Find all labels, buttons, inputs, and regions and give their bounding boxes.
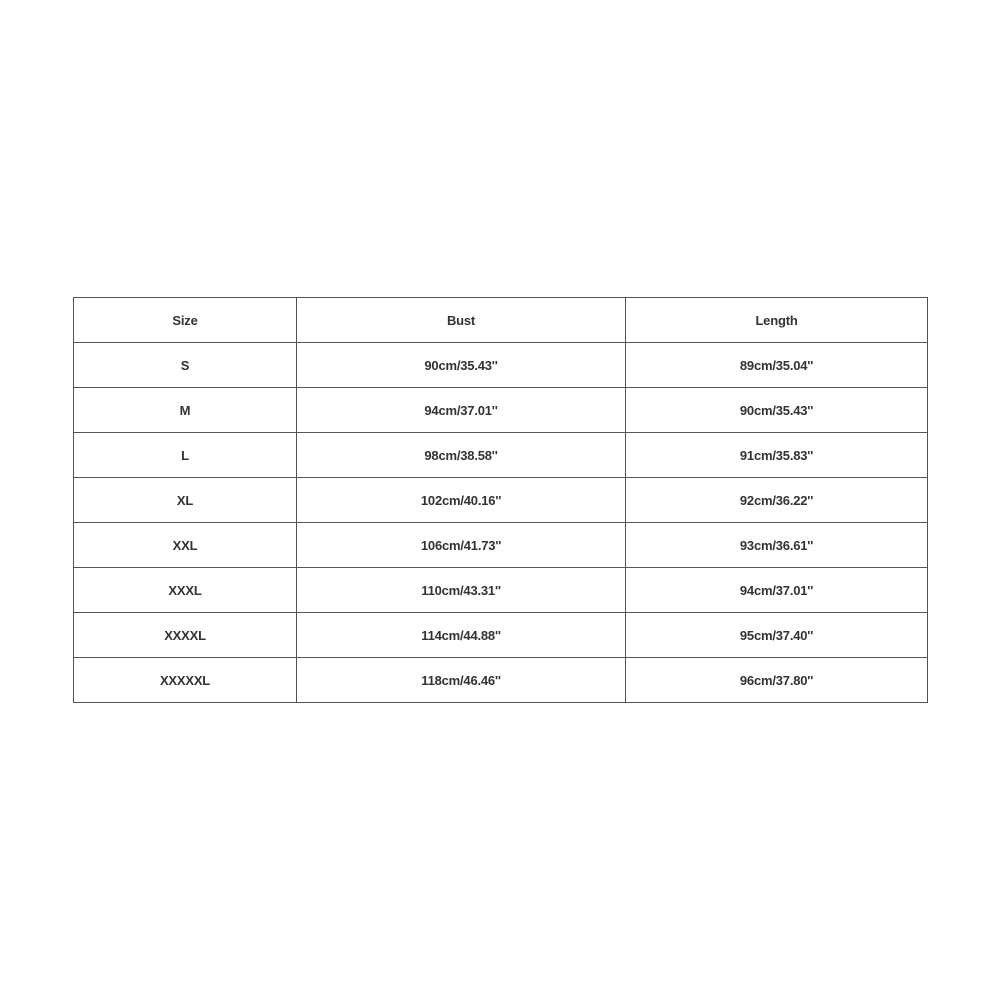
header-length: Length bbox=[626, 298, 928, 343]
table-row bbox=[74, 613, 928, 658]
size-cell: XL bbox=[74, 478, 297, 523]
bust-cell: 106cm/41.73'' bbox=[297, 523, 626, 568]
size-chart-table bbox=[73, 297, 928, 703]
length-cell: 89cm/35.04'' bbox=[626, 343, 928, 388]
bust-cell: 90cm/35.43'' bbox=[297, 343, 626, 388]
size-cell: L bbox=[74, 433, 297, 478]
table-row bbox=[74, 568, 928, 613]
bust-cell: 98cm/38.58'' bbox=[297, 433, 626, 478]
size-cell: M bbox=[74, 388, 297, 433]
bust-cell: 94cm/37.01'' bbox=[297, 388, 626, 433]
table-row bbox=[74, 343, 928, 388]
table-row bbox=[74, 523, 928, 568]
length-cell: 93cm/36.61'' bbox=[626, 523, 928, 568]
size-cell: XXXL bbox=[74, 568, 297, 613]
header-size: Size bbox=[74, 298, 297, 343]
size-cell: S bbox=[74, 343, 297, 388]
length-cell: 94cm/37.01'' bbox=[626, 568, 928, 613]
length-cell: 92cm/36.22'' bbox=[626, 478, 928, 523]
size-cell: XXL bbox=[74, 523, 297, 568]
bust-cell: 118cm/46.46'' bbox=[297, 658, 626, 703]
table-row bbox=[74, 433, 928, 478]
length-cell: 91cm/35.83'' bbox=[626, 433, 928, 478]
table-row bbox=[74, 658, 928, 703]
bust-cell: 110cm/43.31'' bbox=[297, 568, 626, 613]
table-header-row bbox=[74, 298, 928, 343]
size-cell: XXXXL bbox=[74, 613, 297, 658]
table-row bbox=[74, 478, 928, 523]
bust-cell: 114cm/44.88'' bbox=[297, 613, 626, 658]
length-cell: 90cm/35.43'' bbox=[626, 388, 928, 433]
length-cell: 95cm/37.40'' bbox=[626, 613, 928, 658]
length-cell: 96cm/37.80'' bbox=[626, 658, 928, 703]
header-bust: Bust bbox=[297, 298, 626, 343]
size-cell: XXXXXL bbox=[74, 658, 297, 703]
table-row bbox=[74, 388, 928, 433]
bust-cell: 102cm/40.16'' bbox=[297, 478, 626, 523]
